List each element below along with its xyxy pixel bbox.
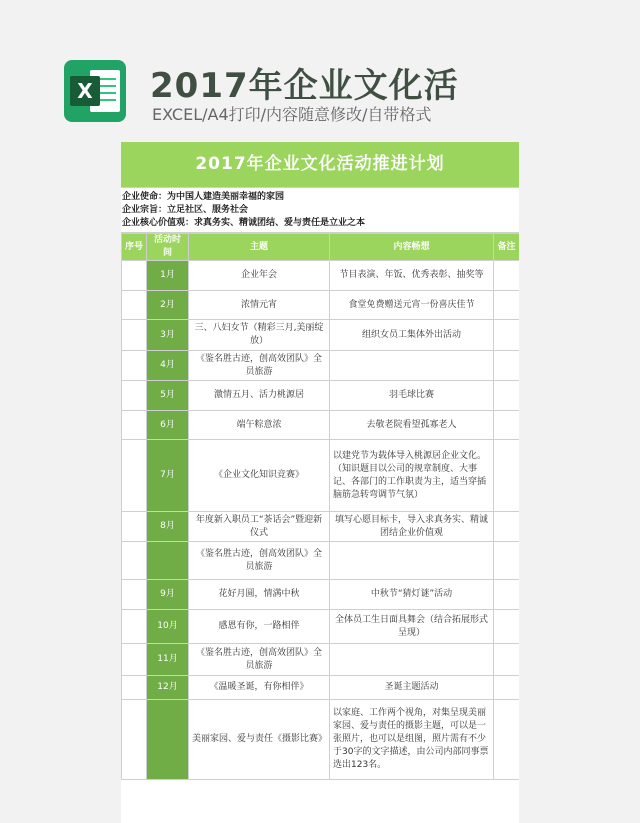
content-cell: 节目表演、年饭、优秀表彰、抽奖等 xyxy=(330,261,494,291)
note-cell xyxy=(494,644,520,676)
page-title: 2017年企业文化活 xyxy=(150,66,459,106)
table-header-row xyxy=(122,234,520,261)
month-cell: 4月 xyxy=(147,351,189,381)
table-row xyxy=(122,440,520,512)
content-cell: 以家庭、工作两个视角，对集呈现美丽家园、爱与责任的摄影主题，可以是一张照片，也可以是组图，照片需有不少于30字的文字描述，由公司内部同事票选出123名。 xyxy=(330,700,494,780)
row-number-cell xyxy=(122,440,147,512)
note-cell xyxy=(494,411,520,440)
month-cell: 7月 xyxy=(147,440,189,512)
content-cell: 羽毛球比赛 xyxy=(330,381,494,411)
theme-cell: 《鉴名胜古迹，创高效团队》全员旅游 xyxy=(189,644,330,676)
column-header: 序号 xyxy=(122,234,147,261)
theme-cell: 感恩有你，一路相伴 xyxy=(189,610,330,644)
month-cell xyxy=(147,700,189,780)
theme-cell: 《企业文化知识竞赛》 xyxy=(189,440,330,512)
row-number-cell xyxy=(122,291,147,320)
note-cell xyxy=(494,291,520,320)
note-cell xyxy=(494,440,520,512)
row-number-cell xyxy=(122,320,147,351)
month-cell: 10月 xyxy=(147,610,189,644)
theme-cell: 浓情元宵 xyxy=(189,291,330,320)
info-mission: 企业使命：为中国人建造美丽幸福的家园 xyxy=(122,192,285,202)
note-cell xyxy=(494,261,520,291)
column-header: 活动时间 xyxy=(147,234,189,261)
content-cell xyxy=(330,644,494,676)
note-cell xyxy=(494,580,520,610)
page-subtitle: EXCEL/A4打印/内容随意修改/自带格式 xyxy=(152,105,432,124)
row-number-cell xyxy=(122,261,147,291)
spreadsheet-preview xyxy=(121,142,519,823)
content-cell: 填写心愿目标卡，导入求真务实、精诚团结企业价值观 xyxy=(330,512,494,542)
column-header: 备注 xyxy=(494,234,520,261)
content-cell: 圣诞主题活动 xyxy=(330,676,494,700)
table-row xyxy=(122,411,520,440)
row-number-cell xyxy=(122,700,147,780)
row-number-cell xyxy=(122,676,147,700)
table-row xyxy=(122,676,520,700)
row-number-cell xyxy=(122,542,147,580)
content-cell xyxy=(330,351,494,381)
content-cell: 全体员工生日面具舞会（结合拓展形式呈现） xyxy=(330,610,494,644)
theme-cell: 《鉴名胜古迹，创高效团队》全员旅游 xyxy=(189,542,330,580)
table-row xyxy=(122,644,520,676)
note-cell xyxy=(494,700,520,780)
table-row xyxy=(122,542,520,580)
table-row xyxy=(122,580,520,610)
column-header: 内容畅想 xyxy=(330,234,494,261)
row-number-cell xyxy=(122,381,147,411)
note-cell xyxy=(494,381,520,411)
month-cell: 3月 xyxy=(147,320,189,351)
month-cell: 11月 xyxy=(147,644,189,676)
month-cell: 2月 xyxy=(147,291,189,320)
note-cell xyxy=(494,320,520,351)
table-row xyxy=(122,351,520,381)
note-cell xyxy=(494,351,520,381)
month-cell: 1月 xyxy=(147,261,189,291)
excel-logo-icon: X xyxy=(64,60,126,122)
table-row xyxy=(122,512,520,542)
theme-cell: 三、八妇女节（精彩三月,美丽绽放） xyxy=(189,320,330,351)
row-number-cell xyxy=(122,580,147,610)
activity-table xyxy=(121,233,519,780)
table-row xyxy=(122,261,520,291)
month-cell: 5月 xyxy=(147,381,189,411)
theme-cell: 《温暖圣诞，有你相伴》 xyxy=(189,676,330,700)
month-cell: 9月 xyxy=(147,580,189,610)
note-cell xyxy=(494,610,520,644)
row-number-cell xyxy=(122,411,147,440)
note-cell xyxy=(494,512,520,542)
table-row xyxy=(122,700,520,780)
content-cell: 以建党节为载体导入桃源居企业文化。（知识题目以公司的规章制度、大事记、各部门的工作职责为主，适当穿插脑筋急转弯调节气氛） xyxy=(330,440,494,512)
theme-cell: 端午粽意浓 xyxy=(189,411,330,440)
theme-cell: 花好月圆，情满中秋 xyxy=(189,580,330,610)
document-title: 2017年企业文化活动推进计划 xyxy=(121,142,519,188)
row-number-cell xyxy=(122,351,147,381)
content-cell: 食堂免费赠送元宵一份喜庆佳节 xyxy=(330,291,494,320)
table-row xyxy=(122,610,520,644)
table-row xyxy=(122,320,520,351)
theme-cell: 企业年会 xyxy=(189,261,330,291)
content-cell: 组织女员工集体外出活动 xyxy=(330,320,494,351)
theme-cell: 《鉴名胜古迹，创高效团队》全员旅游 xyxy=(189,351,330,381)
content-cell: 去敬老院看望孤寡老人 xyxy=(330,411,494,440)
month-cell: 6月 xyxy=(147,411,189,440)
info-purpose: 企业宗旨：立足社区、服务社会 xyxy=(122,205,249,215)
table-row xyxy=(122,381,520,411)
company-info xyxy=(121,188,519,233)
content-cell xyxy=(330,542,494,580)
month-cell xyxy=(147,542,189,580)
row-number-cell xyxy=(122,644,147,676)
month-cell: 8月 xyxy=(147,512,189,542)
theme-cell: 激情五月、活力桃源居 xyxy=(189,381,330,411)
column-header: 主题 xyxy=(189,234,330,261)
theme-cell: 年度新入职员工“茶话会”暨迎新仪式 xyxy=(189,512,330,542)
note-cell xyxy=(494,676,520,700)
row-number-cell xyxy=(122,610,147,644)
note-cell xyxy=(494,542,520,580)
row-number-cell xyxy=(122,512,147,542)
header xyxy=(0,0,640,140)
month-cell: 12月 xyxy=(147,676,189,700)
content-cell: 中秋节“猜灯谜”活动 xyxy=(330,580,494,610)
theme-cell: 美丽家园、爱与责任《摄影比赛》 xyxy=(189,700,330,780)
table-row xyxy=(122,291,520,320)
info-values: 企业核心价值观：求真务实、精诚团结、爱与责任是立业之本 xyxy=(122,218,366,228)
